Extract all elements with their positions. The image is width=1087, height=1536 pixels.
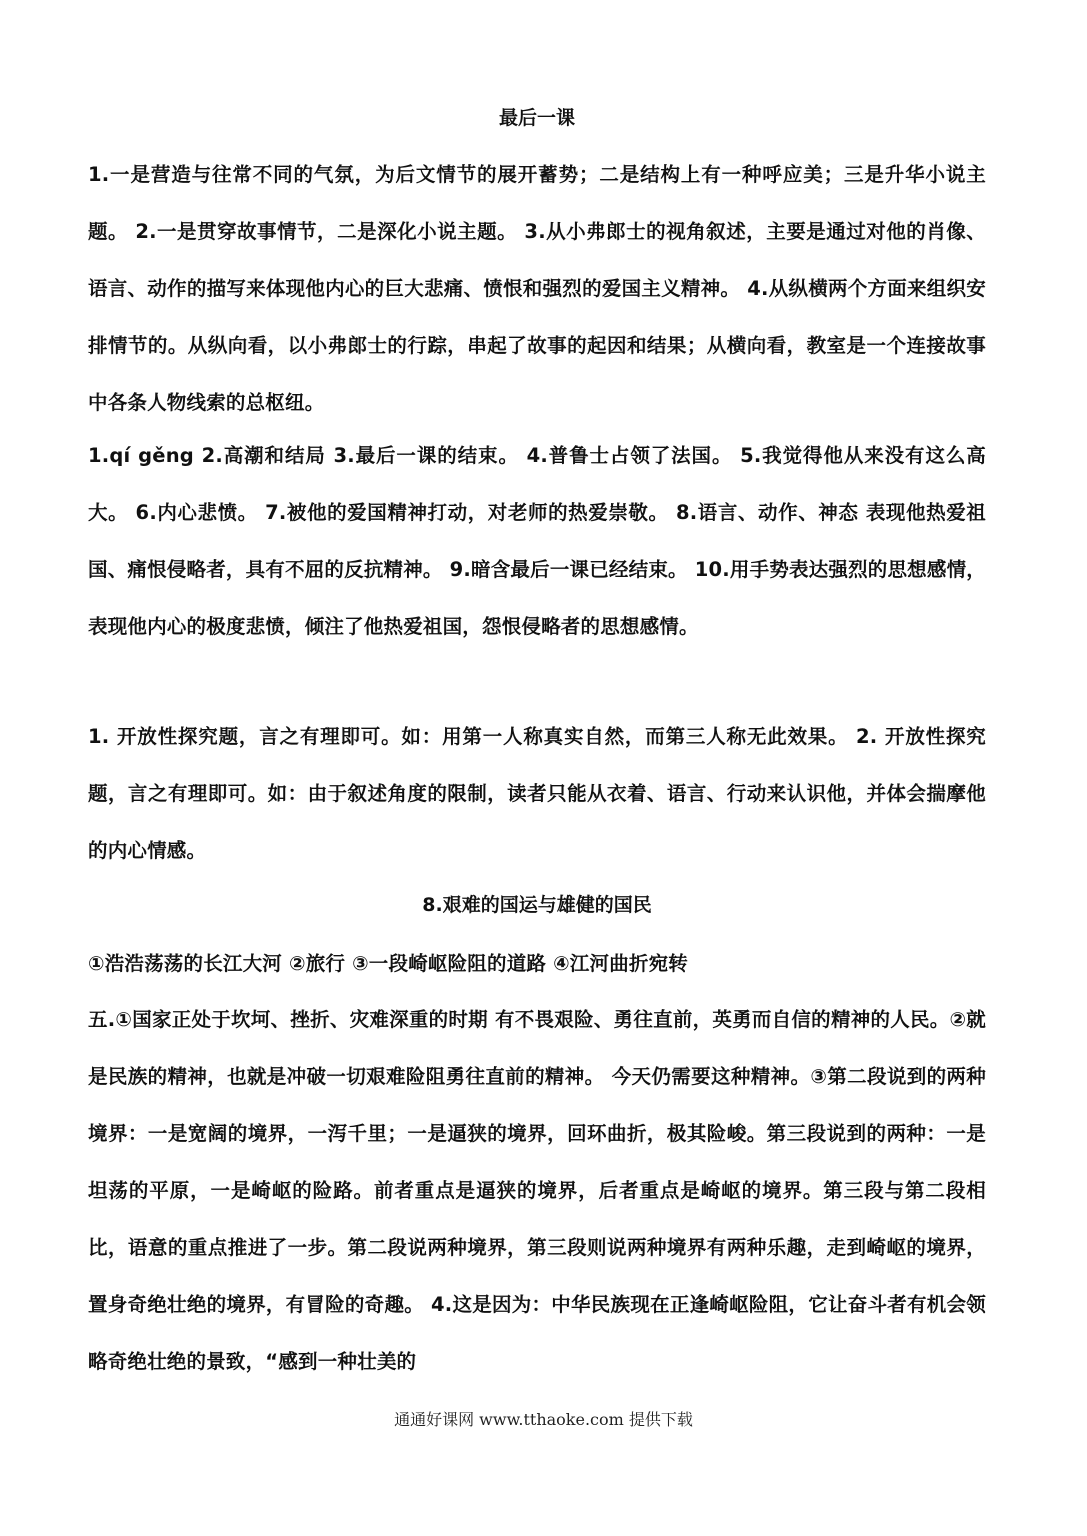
section-title-national-fate: 8.艰难的国运与雄健的国民: [422, 894, 652, 916]
section-title-last-lesson: 最后一课: [498, 107, 575, 129]
answer-paragraph-3: 1. 开放性探究题，言之有理即可。如：用第一人称真实自然，而第三人称无此效果。 2. 开放性探究题，言之有理即可。如：由于叙述角度的限制，读者只能从衣着、语言、行动来认识他，并体会揣摩他的内心情感。: [88, 725, 986, 862]
answer-paragraph-2: 1.qí gěng 2.高潮和结局 3.最后一课的结束。 4.普鲁士占领了法国。 5.我觉得他从来没有这么高大。 6.内心悲愤。 7.被他的爱国精神打动，对老师的热爱崇敬。 8.语言、动作、神态 表现他热爱祖国、痛恨侵略者，具有不屈的反抗精神。 9.暗含最后一课已经结束。 10.用手势表达强烈的思想感情，表现他内心的极度悲愤，倾注了他热爱祖国，怨恨侵略者的思想感情。: [88, 444, 986, 638]
answer-paragraph-1: 1.一是营造与往常不同的气氛，为后文情节的展开蓄势；二是结构上有一种呼应美；三是升华小说主题。 2.一是贯穿故事情节，二是深化小说主题。 3.从小弗郎士的视角叙述，主要是通过对他的肖像、语言、动作的描写来体现他内心的巨大悲痛、愤恨和强烈的爱国主义精神。 4.从纵横两个方面来组织安排情节的。从纵向看，以小弗郎士的行踪，串起了故事的起因和结果；从横向看，教室是一个连接故事中各条人物线索的总枢纽。: [88, 163, 986, 414]
answer-paragraph-4: ①浩浩荡荡的长江大河 ②旅行 ③一段崎岖险阻的道路 ④江河曲折宛转: [88, 952, 689, 975]
answer-paragraph-5: 五.①国家正处于坎坷、挫折、灾难深重的时期 有不畏艰险、勇往直前，英勇而自信的精神的人民。②就是民族的精神，也就是冲破一切艰难险阻勇往直前的精神。 今天仍需要这种精神。③第二段说到的两种境界：一是宽阔的境界，一泻千里；一是逼狭的境界，回环曲折，极其险峻。第三段说到的两种：一是坦荡的平原，一是崎岖的险路。前者重点是逼狭的境界，后者重点是崎岖的境界。第三段与第二段相比，语意的重点推进了一步。第二段说两种境界，第三段则说两种境界有两种乐趣，走到崎岖的境界，置身奇绝壮绝的境界，有冒险的奇趣。 4.这是因为：中华民族现在正逢崎岖险阻，它让奋斗者有机会领略奇绝壮绝的景致，“感到一种壮美的: [88, 1008, 986, 1373]
page-footer: 通通好课网 www.tthaoke.com 提供下载: [394, 1410, 693, 1429]
